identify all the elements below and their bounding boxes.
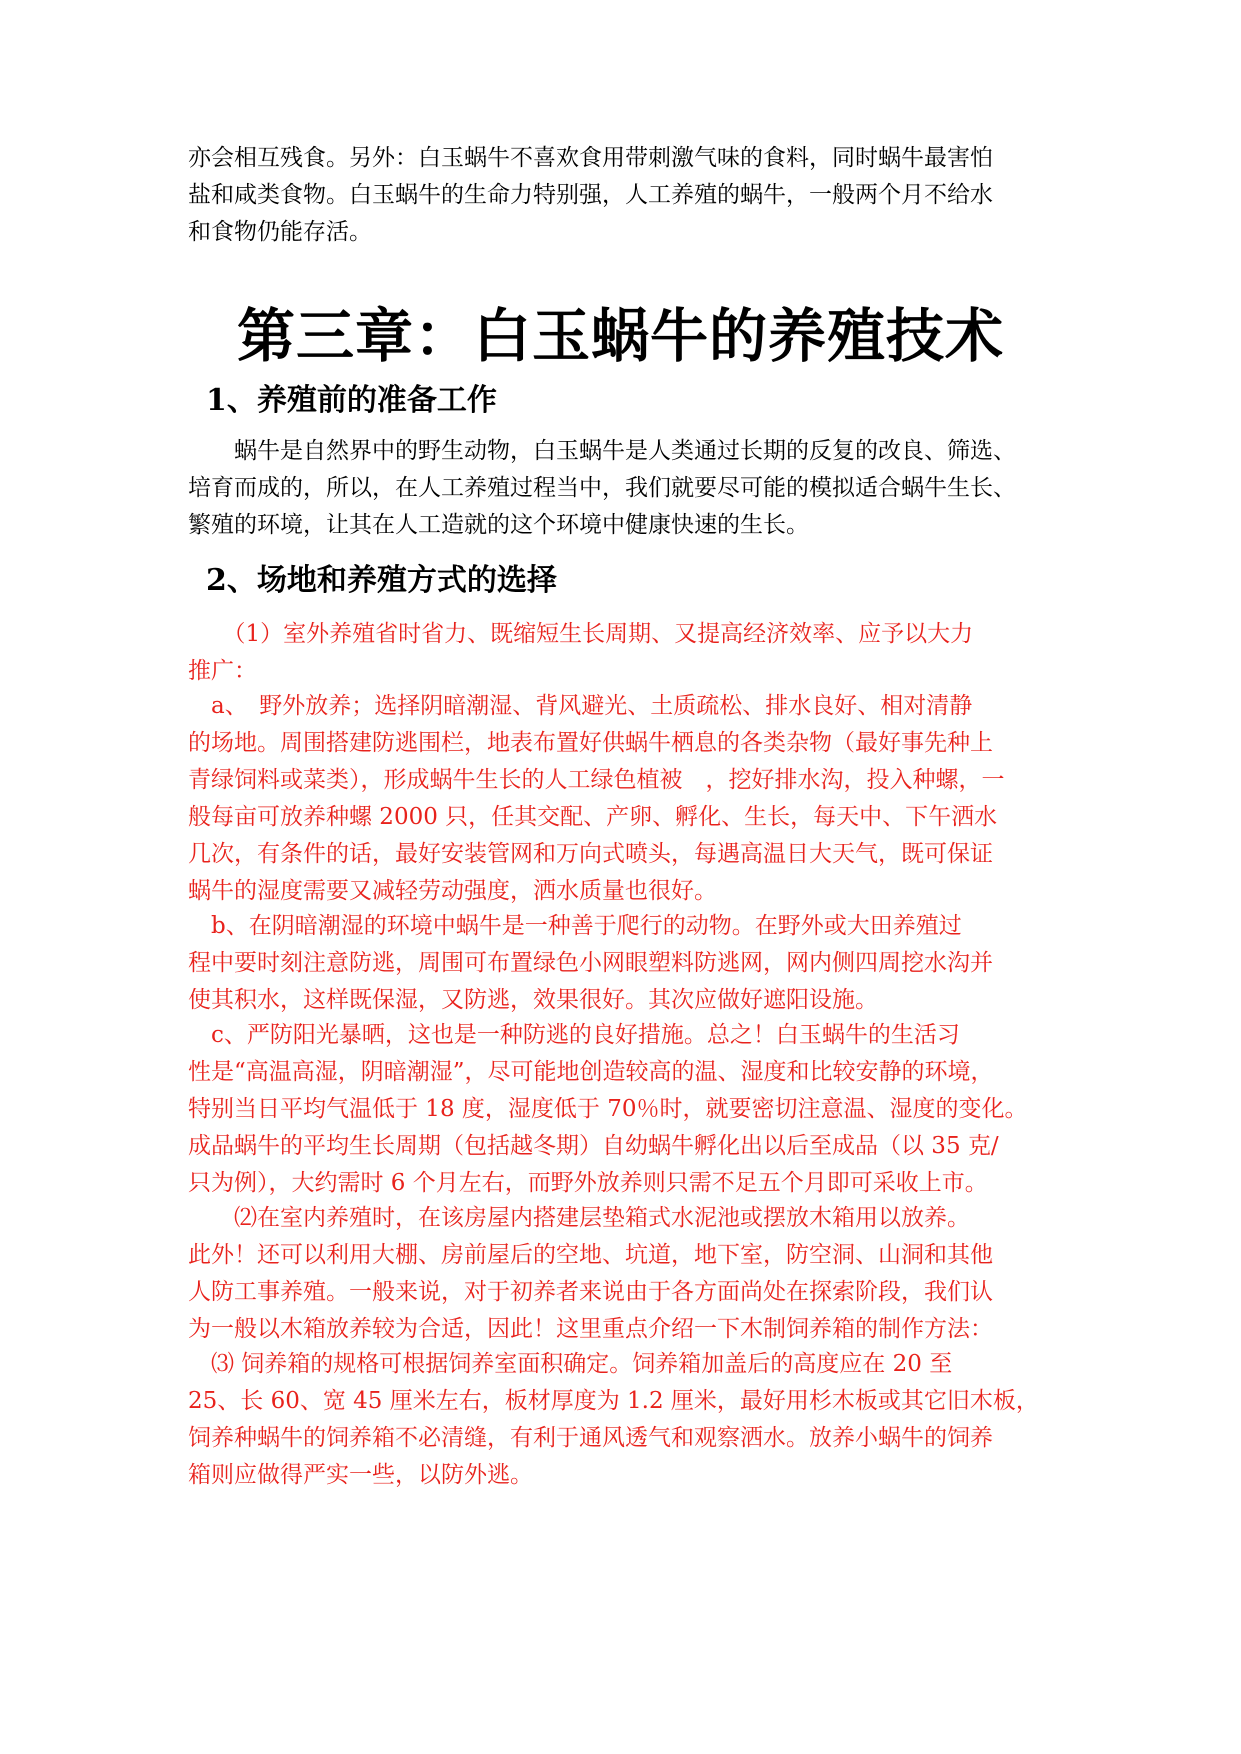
section-2-body <box>188 616 1058 1494</box>
intro-line: 和食物仍能存活。 <box>188 219 372 245</box>
indoor-line: 人防工事养殖。一般来说，对于初养者来说由于各方面尚处在探索阶段，我们认 <box>188 1279 993 1305</box>
indoor-line: ⑵在室内养殖时，在该房屋内搭建层垫箱式水泥池或摆放木箱用以放养。 <box>188 1205 970 1231</box>
item-a-line: 青绿饲料或菜类），形成蜗牛生长的人工绿色植被 ，挖好排水沟，投入种螺，一 <box>188 767 1005 793</box>
indoor-paragraph <box>188 1200 1058 1348</box>
indoor-line: 为一般以木箱放养较为合适，因此！这里重点介绍一下木制饲养箱的制作方法： <box>188 1316 993 1342</box>
outdoor-line: （1）室外养殖省时省力、既缩短生长周期、又提高经济效率、应予以大力 <box>188 621 974 647</box>
section-1-heading: 1、养殖前的准备工作 <box>206 383 497 418</box>
section-1-line: 蜗牛是自然界中的野生动物，白玉蜗牛是人类通过长期的反复的改良、筛选、 <box>188 438 1016 464</box>
item-b-line: b、在阴暗潮湿的环境中蜗牛是一种善于爬行的动物。在野外或大田养殖过 <box>188 913 962 939</box>
intro-paragraph <box>188 140 1058 251</box>
item-c-paragraph <box>188 1017 1058 1202</box>
indoor-line: 此外！还可以利用大棚、房前屋后的空地、坑道，地下室，防空洞、山洞和其他 <box>188 1242 993 1268</box>
item-a-line: 几次，有条件的话，最好安装管网和万向式喷头，每遇高温日大天气，既可保证 <box>188 841 993 867</box>
outdoor-line: 推广： <box>188 658 257 684</box>
section-2-heading: 2、场地和养殖方式的选择 <box>206 563 557 598</box>
box-spec-line: ⑶ 饲养箱的规格可根据饲养室面积确定。饲养箱加盖后的高度应在 20 至 <box>188 1351 953 1377</box>
item-c-line: 性是“高温高湿，阴暗潮湿”，尽可能地创造较高的温、湿度和比较安静的环境， <box>188 1059 994 1085</box>
item-c-line: 特别当日平均气温低于 18 度，湿度低于 70％时，就要密切注意温、湿度的变化。 <box>188 1096 1028 1122</box>
section-1-line: 繁殖的环境，让其在人工造就的这个环境中健康快速的生长。 <box>188 512 809 538</box>
intro-line: 盐和咸类食物。白玉蜗牛的生命力特别强，人工养殖的蜗牛，一般两个月不给水 <box>188 182 993 208</box>
item-a-line: 的场地。周围搭建防逃围栏，地表布置好供蜗牛栖息的各类杂物（最好事先种上 <box>188 730 993 756</box>
box-spec-paragraph <box>188 1346 1058 1494</box>
item-b-line: 使其积水，这样既保湿，又防逃，效果很好。其次应做好遮阳设施。 <box>188 987 878 1013</box>
item-c-line: c、严防阳光暴晒，这也是一种防逃的良好措施。总之！白玉蜗牛的生活习 <box>188 1022 960 1048</box>
item-a-line: 蜗牛的湿度需要又减轻劳动强度，洒水质量也很好。 <box>188 878 717 904</box>
item-c-line: 只为例），大约需时 6 个月左右，而野外放养则只需不足五个月即可采收上市。 <box>188 1170 988 1196</box>
item-a-line: a、 野外放养；选择阴暗潮湿、背风避光、土质疏松、排水良好、相对清静 <box>188 693 973 719</box>
section-1-line: 培育而成的，所以，在人工养殖过程当中，我们就要尽可能的模拟适合蜗牛生长、 <box>188 475 1016 501</box>
chapter-title: 第三章：白玉蜗牛的养殖技术 <box>236 302 1004 370</box>
item-a-paragraph <box>188 688 1058 910</box>
item-c-line: 成品蜗牛的平均生长周期（包括越冬期）自幼蜗牛孵化出以后至成品（以 35 克/ <box>188 1133 999 1159</box>
item-b-line: 程中要时刻注意防逃，周围可布置绿色小网眼塑料防逃网，网内侧四周挖水沟并 <box>188 950 993 976</box>
item-a-line: 般每亩可放养种螺 2000 只，任其交配、产卵、孵化、生长，每天中、下午洒水 <box>188 804 998 830</box>
section-1-text <box>188 433 1058 544</box>
box-spec-line: 饲养种蜗牛的饲养箱不必清缝，有利于通风透气和观察洒水。放养小蜗牛的饲养 <box>188 1425 993 1451</box>
intro-text <box>188 140 1058 251</box>
section-1-paragraph <box>188 433 1058 544</box>
intro-line: 亦会相互残食。另外：白玉蜗牛不喜欢食用带刺激气味的食料，同时蜗牛最害怕 <box>188 145 993 171</box>
box-spec-line: 25、长 60、宽 45 厘米左右，板材厚度为 1.2 厘米，最好用杉木板或其它旧木板， <box>188 1388 1039 1414</box>
outdoor-paragraph <box>188 616 1058 690</box>
box-spec-line: 箱则应做得严实一些，以防外逃。 <box>188 1462 533 1488</box>
item-b-paragraph <box>188 908 1058 1019</box>
